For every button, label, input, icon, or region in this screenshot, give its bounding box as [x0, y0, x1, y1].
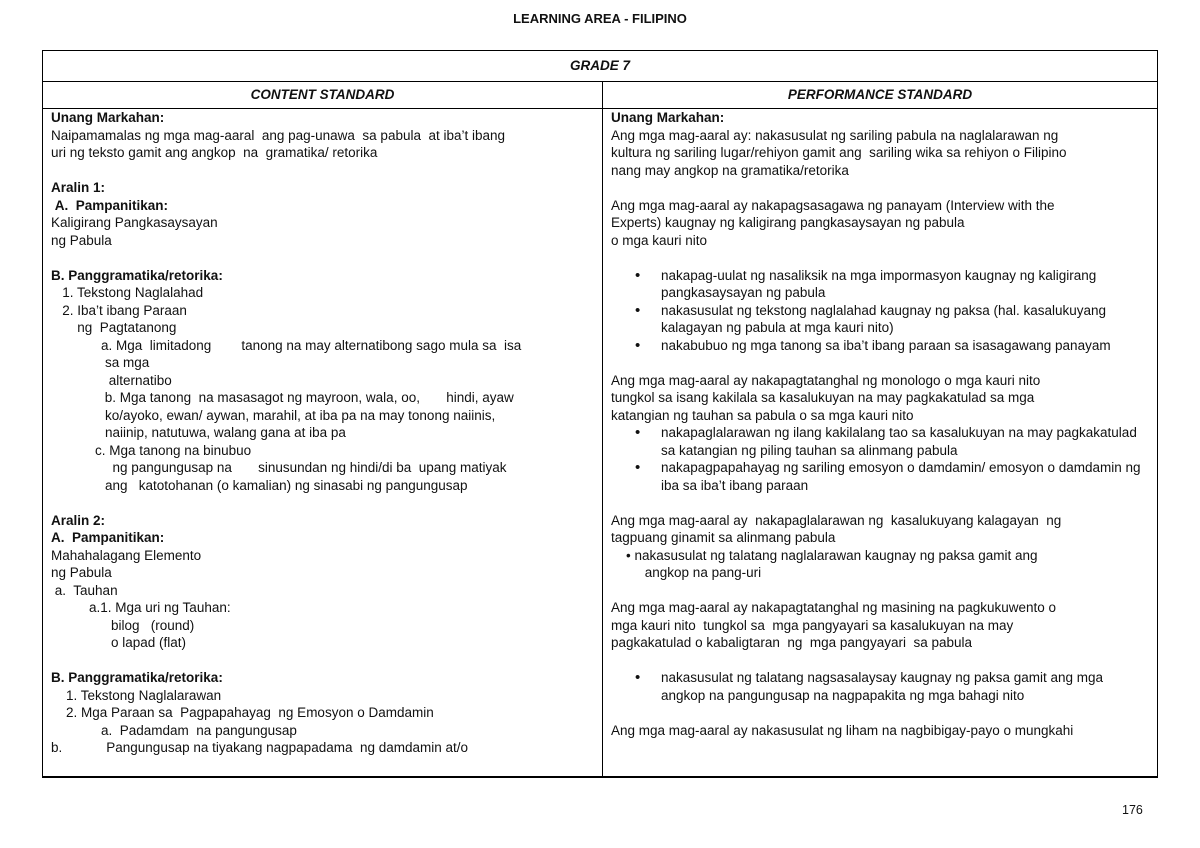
content-line: sa mga	[105, 355, 150, 370]
performance-standard-cell	[603, 109, 1158, 778]
performance-line: Ang mga mag-aaral ay: nakasusulat ng sariling pabula na naglalarawan ng	[611, 127, 1059, 143]
bullet-item: • nakapaglalarawan ng ilang kakilalang tao sa kasalukuyan na may pagkakatulad sa katangian ng piling tauhan sa alinmang pabula	[635, 424, 1151, 459]
content-line: ko/ayoko, ewan/ aywan, marahil, at iba pa na may tonong naiinis,	[105, 407, 496, 423]
content-line: 1. Tekstong Naglalahad	[51, 285, 204, 300]
performance-line: katangian ng tauhan sa pabula o sa mga kauri nito	[611, 407, 914, 423]
content-line: ng Pabula	[51, 565, 112, 580]
content-line: uri ng teksto gamit ang angkop na gramatika/ retorika	[51, 145, 378, 160]
content-line: ng pangungusap na sinusundan ng hindi/di ba upang matiyak	[105, 460, 507, 475]
bullet-item: • nakapag-uulat ng nasaliksik na mga impormasyon kaugnay ng kaligirang pangkasaysayan ng pabula	[635, 267, 1151, 302]
content-line: a. Tauhan	[51, 582, 118, 598]
content-line: ng Pagtatanong	[51, 320, 177, 335]
performance-line: o mga kauri nito	[611, 232, 708, 248]
performance-line: Ang mga mag-aaral ay nakapaglalarawan ng kasalukuyang kalagayan ng	[611, 512, 1062, 528]
performance-line: kultura ng sariling lugar/rehiyon gamit ang sariling wika sa rehiyon o Filipino	[611, 145, 1067, 160]
content-line: 2. Mga Paraan sa Pagpapahayag ng Emosyon o Damdamin	[51, 705, 434, 720]
performance-line: angkop na pang-uri	[611, 565, 762, 580]
content-line: a. Mga limitadong tanong na may alternatibong sago mula sa isa	[101, 337, 522, 353]
bullet-list	[611, 669, 1151, 704]
performance-standard-header: PERFORMANCE STANDARD	[603, 82, 1158, 109]
item-text: Pangungusap na tiyakang nagpapadama ng damdamin at/o	[106, 740, 469, 755]
performance-line: Ang mga mag-aaral ay nakapagtatanghal ng monologo o mga kauri nito	[611, 372, 1041, 388]
quarter-heading: Unang Markahan:	[51, 110, 165, 125]
bullet-item: • nakabubuo ng mga tanong sa iba’t ibang paraan sa isasagawang panayam	[635, 337, 1151, 355]
lesson-heading: Aralin 1:	[51, 180, 106, 195]
bullet-list	[611, 424, 1151, 494]
content-line: 1. Tekstong Naglalarawan	[51, 687, 222, 703]
section-heading: A. Pampanitikan:	[51, 530, 165, 545]
content-standard-header: CONTENT STANDARD	[43, 82, 603, 109]
content-line: Kaligirang Pangkasaysayan	[51, 215, 218, 230]
section-heading: B. Panggramatika/retorika:	[51, 267, 223, 283]
content-line: a. Padamdam na pangungusap	[101, 722, 297, 738]
performance-line: mga kauri nito tungkol sa mga pangyayari sa kasalukuyan na may	[611, 617, 1014, 633]
content-line: o lapad (flat)	[111, 635, 187, 650]
section-heading: B. Panggramatika/retorika:	[51, 670, 223, 685]
bullet-item: • nakasusulat ng talatang nagsasalaysay kaugnay ng paksa gamit ang mga angkop na pangungusap na nagpapakita ng mga bahagi nito	[635, 669, 1151, 704]
performance-line: tungkol sa isang kakilala sa kasalukuyan na may pagkakatulad sa mga	[611, 390, 1035, 405]
content-line	[51, 739, 596, 757]
section-heading: A. Pampanitikan:	[51, 197, 169, 213]
page-number: 176	[1122, 803, 1143, 817]
bullet-item: • nakapagpapahayag ng sariling emosyon o damdamin/ emosyon o damdamin ng iba sa iba’t ibang paraan	[635, 459, 1151, 494]
performance-line: Experts) kaugnay ng kaligirang pangkasaysayan ng pabula	[611, 215, 965, 230]
content-line: a.1. Mga uri ng Tauhan:	[89, 600, 231, 615]
content-line: Mahahalagang Elemento	[51, 547, 202, 563]
performance-line: Ang mga mag-aaral ay nakapagsasagawa ng panayam (Interview with the	[611, 197, 1055, 213]
performance-line: Ang mga mag-aaral ay nakasusulat ng liham na nagbibigay-payo o mungkahi	[611, 722, 1074, 738]
grade-header: GRADE 7	[43, 51, 1158, 82]
bullet-list	[611, 267, 1151, 355]
content-line: Naipamamalas ng mga mag-aaral ang pag-unawa sa pabula at iba’t ibang	[51, 127, 506, 143]
performance-line: • nakasusulat ng talatang naglalarawan kaugnay ng paksa gamit ang	[611, 547, 1038, 563]
page-title: LEARNING AREA - FILIPINO	[513, 11, 687, 26]
content-line: b. Mga tanong na masasagot ng mayroon, wala, oo, hindi, ayaw	[101, 390, 514, 405]
content-line: c. Mga tanong na binubuo	[95, 442, 252, 458]
content-line: ng Pabula	[51, 232, 112, 248]
quarter-heading: Unang Markahan:	[611, 110, 725, 125]
performance-line: Ang mga mag-aaral ay nakapagtatanghal ng masining na pagkukuwento o	[611, 600, 1057, 615]
performance-line: pagkakatulad o kabaligtaran ng mga pangyayari sa pabula	[611, 635, 972, 650]
performance-line: tagpuang ginamit sa alinmang pabula	[611, 530, 836, 545]
content-line: naiinip, natutuwa, walang gana at iba pa	[105, 425, 346, 440]
content-line: bilog (round)	[111, 617, 195, 633]
bullet-item: • nakasusulat ng tekstong naglalahad kaugnay ng paksa (hal. kasalukuyang kalagayan ng pabula at mga kauri nito)	[635, 302, 1151, 337]
performance-line: nang may angkop na gramatika/retorika	[611, 162, 849, 178]
content-line: alternatibo	[105, 372, 172, 388]
content-line: ang katotohanan (o kamalian) ng sinasabi ng pangungusap	[105, 477, 468, 493]
curriculum-table	[42, 50, 1158, 778]
item-letter: b.	[51, 740, 63, 755]
lesson-heading: Aralin 2:	[51, 512, 106, 528]
content-line: 2. Iba’t ibang Paraan	[51, 302, 187, 318]
content-standard-cell	[43, 109, 603, 778]
